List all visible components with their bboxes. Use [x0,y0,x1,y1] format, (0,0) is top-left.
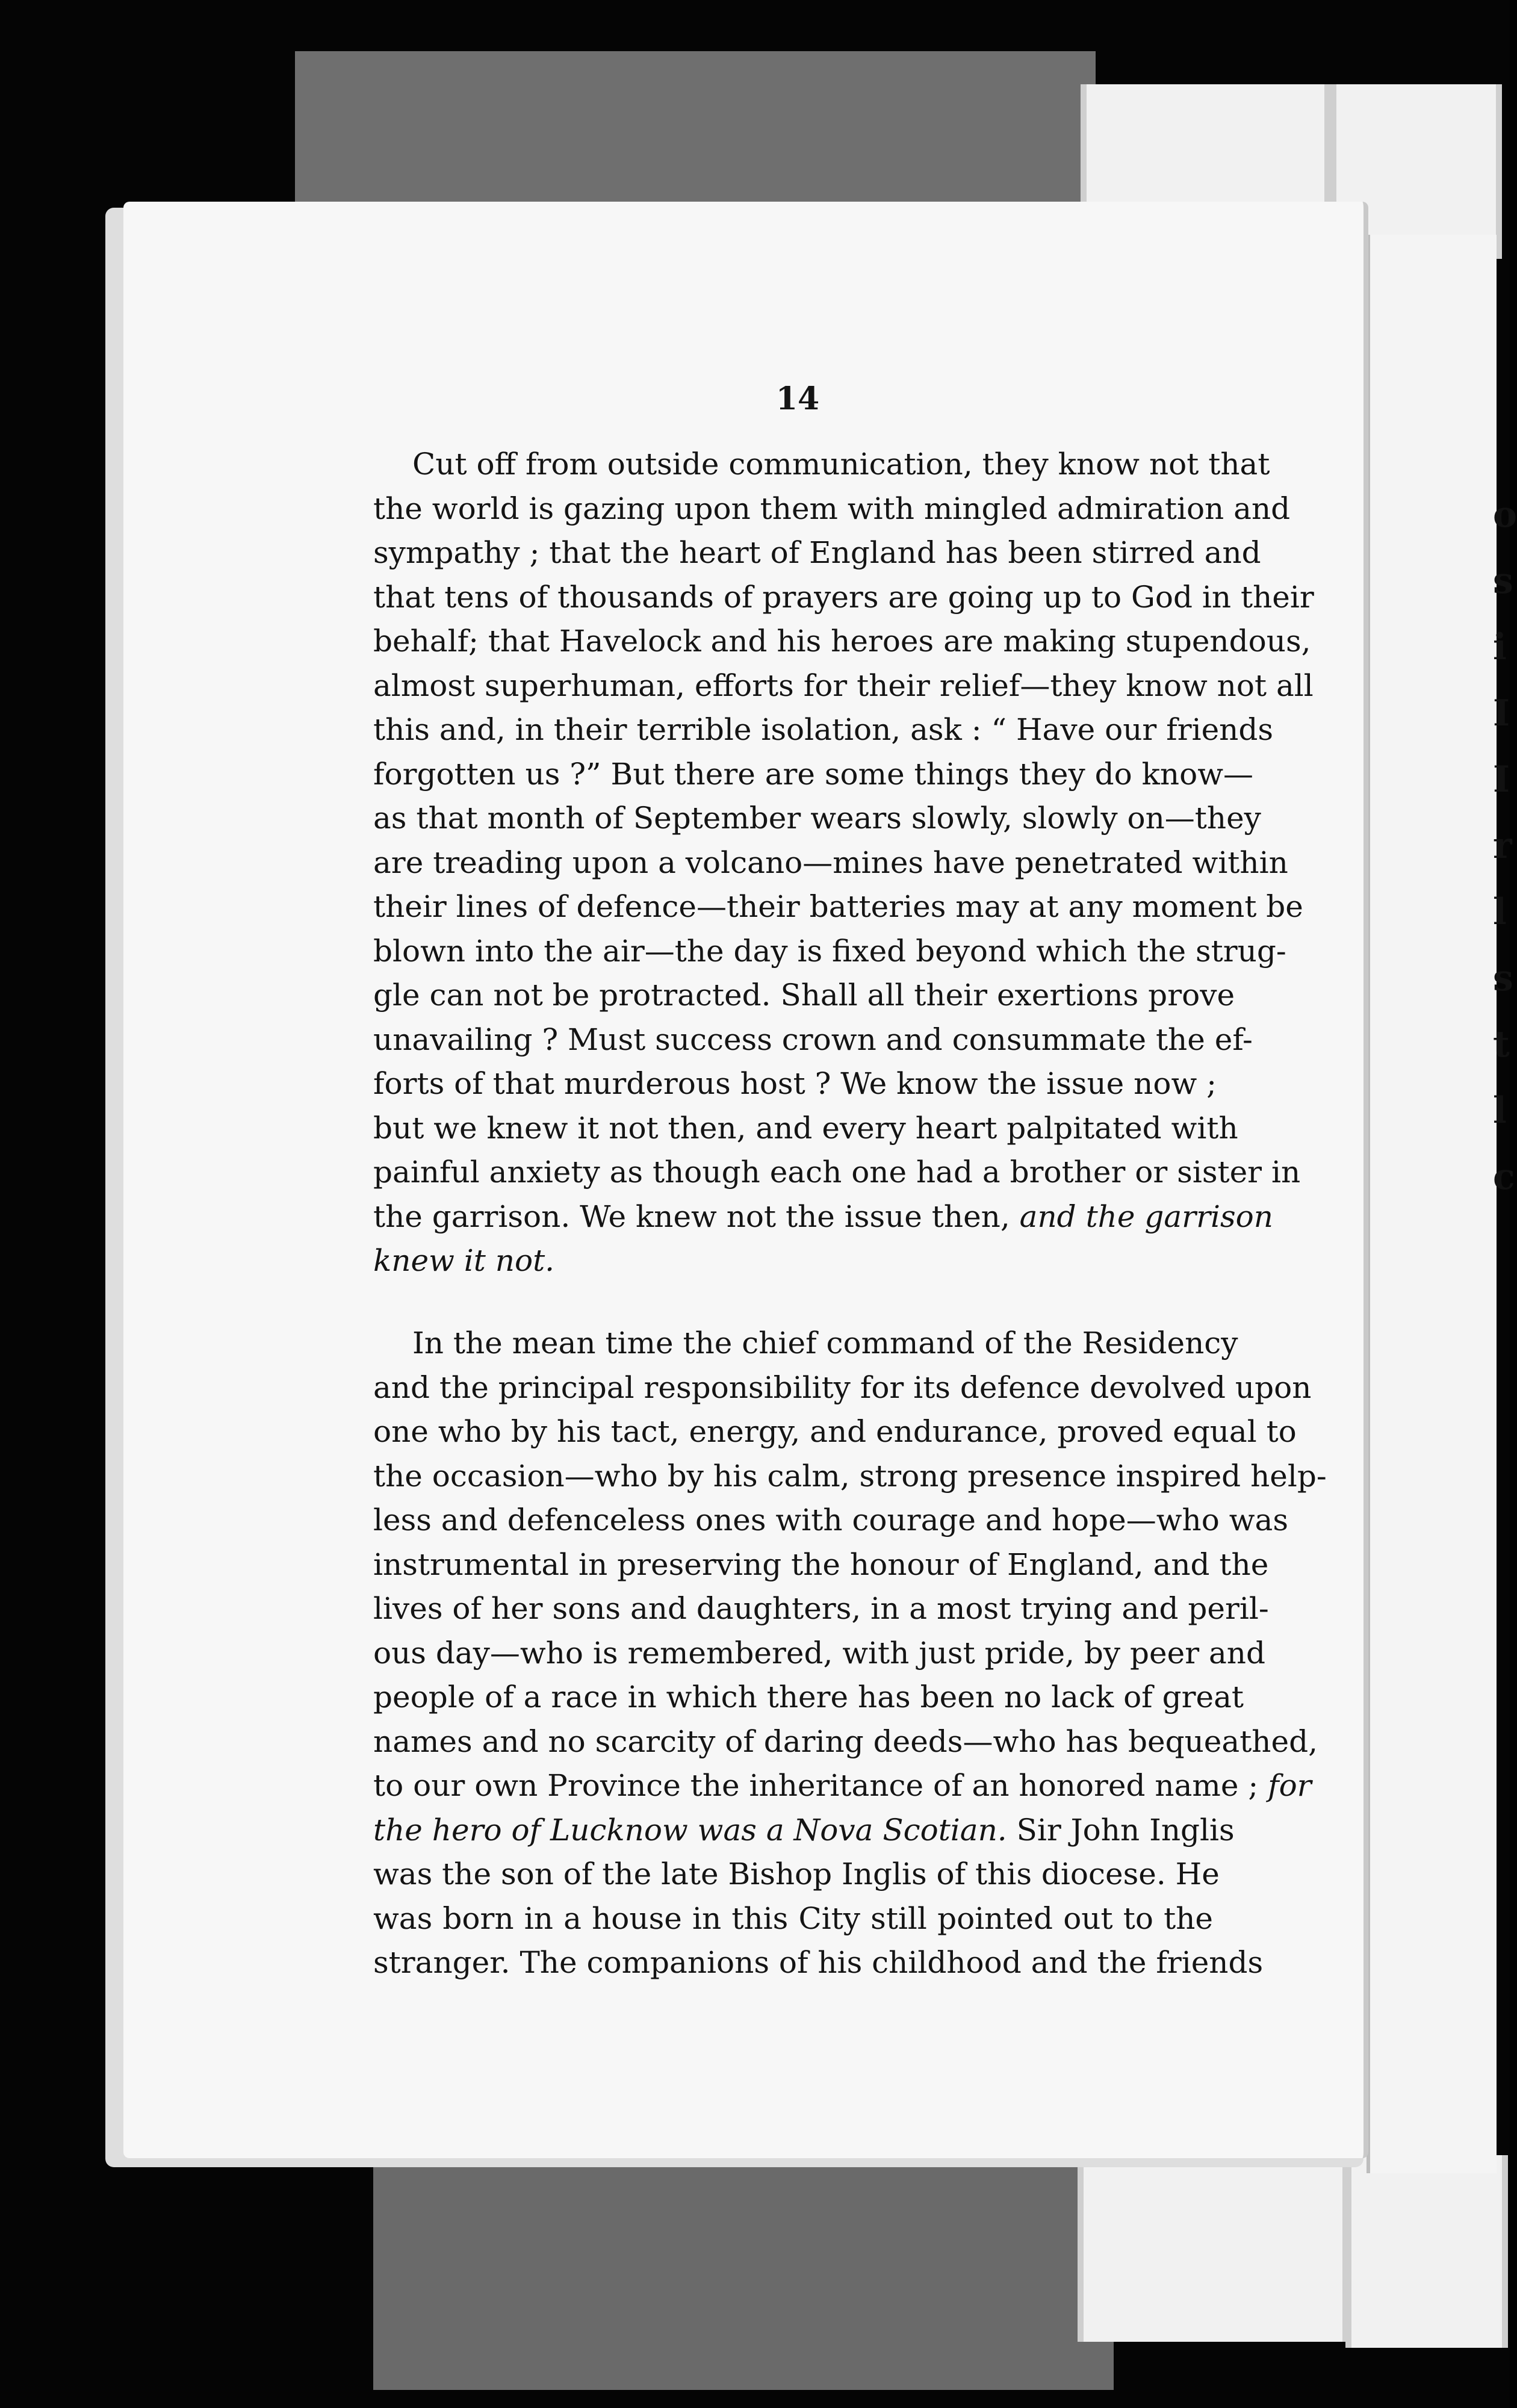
italic-text: for [1268,1768,1312,1803]
text-line [373,1720,1318,1764]
margin-letter: l [1493,1090,1507,1132]
text-line [373,929,1286,974]
margin-letter: i [1493,626,1507,668]
text-segment: lives of her sons and daughters, in a most trying and peril- [373,1591,1269,1626]
text-segment: their lines of defence—their batteries may at any moment be [373,889,1303,924]
text-segment: Sir John Inglis [1007,1812,1235,1848]
text-line [373,1062,1217,1106]
text-line [373,1410,1297,1454]
margin-letter: s [1493,560,1513,602]
text-line [373,664,1314,709]
text-segment: forts of that murderous host ? We know the issue now ; [373,1066,1217,1101]
margin-letter: I [1493,692,1510,734]
text-line [373,1852,1220,1897]
text-line [373,1897,1213,1941]
text-line [373,1498,1288,1543]
text-segment: gle can not be protracted. Shall all their exertions prove [373,978,1235,1013]
text-line [373,1764,1312,1808]
margin-letter: I [1493,759,1510,801]
paragraph-1 [373,442,1314,1283]
text-segment: one who by his tact, energy, and endurance, proved equal to [373,1414,1297,1449]
text-line [373,841,1288,886]
text-segment: sympathy ; that the heart of England has been stirred and [373,535,1261,570]
text-segment: behalf; that Havelock and his heroes are making stupendous, [373,624,1311,659]
text-segment: less and defenceless ones with courage and hope—who was [373,1503,1288,1538]
text-segment: as that month of September wears slowly, slowly on—they [373,801,1261,836]
text-segment: forgotten us ?” But there are some things they do know— [373,756,1254,792]
adjacent-page-edge [1367,235,1497,2173]
margin-letter: r [1493,825,1512,867]
text-line [373,1675,1244,1720]
text-segment: this and, in their terrible isolation, ask : “ Have our friends [373,712,1274,747]
page-number: 14 [775,380,820,417]
text-line [373,1366,1312,1410]
text-line [373,1941,1264,1985]
text-segment: to our own Province the inheritance of an honored name ; [373,1768,1268,1803]
margin-letter: t [1493,1023,1510,1066]
text-segment: people of a race in which there has been no lack of great [373,1680,1244,1714]
text-line [373,1018,1253,1063]
paper-strip [1078,2155,1348,2342]
text-segment: are treading upon a volcano—mines have penetrated within [373,845,1288,880]
text-line [373,487,1291,532]
text-line [373,1808,1235,1853]
text-line [373,708,1274,752]
text-line [373,973,1235,1018]
text-segment: names and no scarcity of daring deeds—who has bequeathed, [373,1724,1318,1759]
text-segment: but we knew it not then, and every heart palpitated with [373,1110,1238,1146]
margin-letter: s [1493,957,1513,999]
text-line [373,1631,1266,1676]
text-segment: blown into the air—the day is fixed beyond which the strug- [373,933,1286,969]
text-segment: the occasion—who by his calm, strong presence inspired help- [373,1458,1327,1494]
text-line [373,531,1261,576]
text-segment: unavailing ? Must success crown and consummate the ef- [373,1022,1253,1057]
text-segment: instrumental in preserving the honour of England, and the [373,1547,1269,1582]
adjacent-page-letters [1493,494,1517,1222]
margin-letter: l [1493,891,1507,933]
text-line [373,1321,1238,1366]
text-segment: ous day—who is remembered, with just pride, by peer and [373,1635,1266,1671]
text-segment: almost superhuman, efforts for their relief—they know not all [373,668,1314,703]
text-segment: painful anxiety as though each one had a brother or sister in [373,1155,1301,1190]
margin-letter: c [1493,1156,1515,1198]
text-line [373,1454,1327,1499]
text-segment: the world is gazing upon them with mingled admiration and [373,491,1291,526]
text-segment: stranger. The companions of his childhood and the friends [373,1945,1264,1980]
text-line [373,1239,1213,1283]
grey-card-bottom [373,2161,1114,2390]
text-line [373,1150,1301,1195]
grey-card-top [295,51,1096,208]
text-segment: Cut off from outside communication, they know not that [412,447,1270,482]
text-segment: the garrison. We knew not the issue then, [373,1199,1020,1234]
text-line [373,796,1261,841]
text-line [373,619,1311,664]
paragraph-2 [373,1321,1327,1985]
italic-text: and the garrison [1019,1199,1273,1234]
paper-strip [1345,2155,1508,2348]
text-segment: was the son of the late Bishop Inglis of this diocese. He [373,1857,1220,1891]
italic-text: the hero of Lucknow was a Nova Scotian. [373,1812,1007,1848]
text-segment: that tens of thousands of prayers are going up to God in their [373,579,1314,615]
text-line [373,1587,1269,1631]
text-line [373,1543,1269,1587]
text-line [373,752,1254,797]
margin-letter: o [1493,494,1517,536]
text-line [373,1106,1238,1151]
text-line [373,442,1270,487]
text-segment: In the mean time the chief command of the Residency [412,1326,1238,1361]
text-line [373,576,1314,620]
text-segment: and the principal responsibility for its defence devolved upon [373,1370,1312,1405]
text-line [373,885,1303,929]
text-line [373,1195,1273,1240]
italic-text: knew it not. [373,1243,555,1278]
text-segment: was born in a house in this City still pointed out to the [373,1901,1213,1936]
